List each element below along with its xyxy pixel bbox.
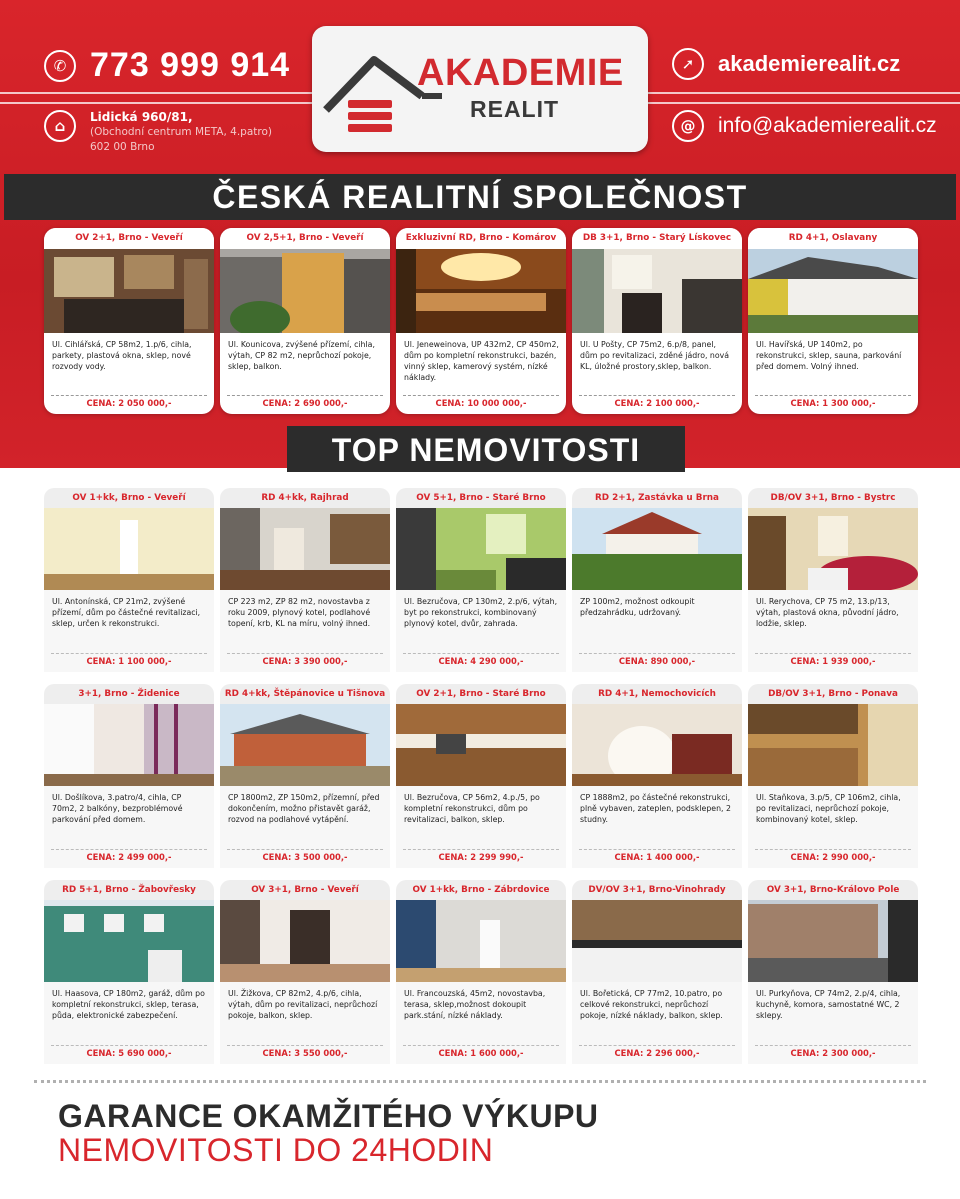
phone-icon: ✆: [44, 50, 76, 82]
property-price: CENA: 4 290 000,-: [403, 653, 559, 669]
property-photo: [572, 508, 742, 590]
property-description: CP 1800m2, ZP 150m2, přízemní, před dokončením, možno přistavět garáž, rozvod na podlahové vytápění.: [228, 793, 380, 824]
website-block[interactable]: [672, 48, 900, 80]
property-price: CENA: 3 390 000,-: [227, 653, 383, 669]
property-title: DB/OV 3+1, Brno - Ponava: [748, 684, 918, 704]
property-title: Exkluzivní RD, Brno - Komárov: [396, 228, 566, 249]
property-photo: [748, 704, 918, 786]
property-description: Ul. Rerychova, CP 75 m2, 13.p/13, výtah, plastová okna, původní jádro, lodžie, sklep.: [756, 597, 899, 628]
property-title: OV 2,5+1, Brno - Veveří: [220, 228, 390, 249]
property-description: Ul. Došlíkova, 3.patro/4, cihla, CP 70m2, 2 balkóny, bezproblémové parkování před domem.: [52, 793, 183, 824]
property-title: RD 4+1, Oslavany: [748, 228, 918, 249]
property-title: DB/OV 3+1, Brno - Bystrc: [748, 488, 918, 508]
address-building: (Obchodní centrum META, 4.patro): [90, 126, 272, 138]
property-description: CP 223 m2, ZP 82 m2, novostavba z roku 2009, plynový kotel, podlahové topení, krb, KL na míru, volný ihned.: [228, 597, 371, 628]
property-card[interactable]: [572, 880, 742, 1064]
property-title: RD 5+1, Brno - Žabovřesky: [44, 880, 214, 900]
property-description: Ul. Jeneweinova, UP 432m2, CP 450m2, dům po kompletní rekonstrukci, bazén, vinný sklep, kamerový systém, nízké náklady.: [404, 340, 559, 382]
property-photo: [44, 704, 214, 786]
property-photo: [396, 249, 566, 333]
property-card[interactable]: [44, 228, 214, 414]
property-photo: [220, 704, 390, 786]
property-card[interactable]: [572, 488, 742, 672]
property-title: RD 4+kk, Štěpánovice u Tišnova: [220, 684, 390, 704]
phone-block[interactable]: [44, 46, 290, 85]
property-price: CENA: 2 300 000,-: [755, 1045, 911, 1061]
property-card[interactable]: [220, 880, 390, 1064]
property-card[interactable]: [44, 880, 214, 1064]
cursor-icon: ➚: [672, 48, 704, 80]
property-title: OV 3+1, Brno-Královo Pole: [748, 880, 918, 900]
property-description: Ul. Kounicova, zvýšené přízemí, cihla, výtah, CP 82 m2, neprůchozí pokoje, sklep, balkon.: [228, 340, 375, 371]
property-photo: [396, 900, 566, 982]
property-photo: [748, 249, 918, 333]
property-card[interactable]: [748, 488, 918, 672]
property-card[interactable]: [572, 228, 742, 414]
property-photo: [44, 900, 214, 982]
property-description: Ul. Havířská, UP 140m2, po rekonstrukci, sklep, sauna, parkování před domem. Volný ihned.: [756, 340, 902, 371]
property-photo: [44, 249, 214, 333]
property-photo: [220, 508, 390, 590]
featured-row: [44, 228, 918, 414]
property-photo: [220, 900, 390, 982]
property-title: OV 1+kk, Brno - Veveří: [44, 488, 214, 508]
property-card[interactable]: [396, 488, 566, 672]
property-price: CENA: 2 499 000,-: [51, 849, 207, 865]
property-price: CENA: 1 100 000,-: [51, 653, 207, 669]
property-title: OV 1+kk, Brno - Zábrdovice: [396, 880, 566, 900]
property-photo: [396, 508, 566, 590]
property-card[interactable]: [220, 488, 390, 672]
logo-text-akademie: AKADEMIE: [417, 52, 624, 94]
website-link[interactable]: akademierealit.cz: [718, 51, 901, 76]
company-banner: ČESKÁ REALITNÍ SPOLEČNOST: [4, 174, 956, 220]
property-price: CENA: 2 990 000,-: [755, 849, 911, 865]
property-price: CENA: 1 300 000,-: [755, 395, 911, 411]
property-description: CP 1888m2, po částečné rekonstrukci, plně vybaven, zateplen, podsklepen, 2 studny.: [580, 793, 731, 824]
property-price: CENA: 5 690 000,-: [51, 1045, 207, 1061]
section-divider: [34, 1080, 926, 1083]
property-description: Ul. Purkyňova, CP 74m2, 2.p/4, cihla, kuchyně, komora, samostatné WC, 2 sklepy.: [756, 989, 901, 1020]
property-card[interactable]: [44, 488, 214, 672]
property-price: CENA: 2 299 990,-: [403, 849, 559, 865]
property-card[interactable]: [572, 684, 742, 868]
property-title: OV 5+1, Brno - Staré Brno: [396, 488, 566, 508]
property-description: Ul. U Pošty, CP 75m2, 6.p/8, panel, dům po revitalizaci, zděné jádro, nová KL, úložné prostory,sklep, balkon.: [580, 340, 730, 371]
property-price: CENA: 2 050 000,-: [51, 395, 207, 411]
property-row: [44, 488, 918, 672]
property-description: ZP 100m2, možnost odkoupit předzahrádku, udržovaný.: [580, 597, 695, 617]
property-price: CENA: 1 939 000,-: [755, 653, 911, 669]
property-title: RD 2+1, Zastávka u Brna: [572, 488, 742, 508]
property-price: CENA: 2 100 000,-: [579, 395, 735, 411]
property-description: Ul. Žižkova, CP 82m2, 4.p/6, cihla, výtah, dům po revitalizaci, neprůchozí pokoje, balkon, sklep.: [228, 989, 378, 1020]
property-title: RD 4+1, Nemochovicích: [572, 684, 742, 704]
property-description: Ul. Antonínská, CP 21m2, zvýšené přízemí, dům po částečné revitalizaci, sklep, určen k rekonstrukci.: [52, 597, 201, 628]
guarantee-heading: GARANCE OKAMŽITÉHO VÝKUPU: [58, 1098, 599, 1134]
property-photo: [220, 249, 390, 333]
property-description: Ul. Bezručova, CP 56m2, 4.p./5, po kompletní rekonstrukci, dům po revitalizaci, balkon, sklep.: [404, 793, 540, 824]
property-card[interactable]: [220, 228, 390, 414]
property-price: CENA: 890 000,-: [579, 653, 735, 669]
property-price: CENA: 1 400 000,-: [579, 849, 735, 865]
property-photo: [396, 704, 566, 786]
address-city: 602 00 Brno: [90, 141, 155, 153]
property-title: RD 4+kk, Rajhrad: [220, 488, 390, 508]
property-price: CENA: 1 600 000,-: [403, 1045, 559, 1061]
home-icon: ⌂: [44, 110, 76, 142]
property-description: Ul. Francouzská, 45m2, novostavba, terasa, sklep,možnost dokoupit park.stání, nízké náklady.: [404, 989, 546, 1020]
top-properties-heading: TOP NEMOVITOSTI: [287, 426, 685, 472]
logo-text-realit: REALIT: [470, 96, 560, 122]
guarantee-subheading: NEMOVITOSTI DO 24HODIN: [58, 1132, 494, 1168]
property-photo: [572, 704, 742, 786]
company-logo[interactable]: [312, 26, 648, 152]
property-card[interactable]: [396, 684, 566, 868]
property-card[interactable]: [396, 880, 566, 1064]
property-description: Ul. Bořetická, CP 77m2, 10.patro, po celkové rekonstrukci, neprůchozí pokoje, nízké náklady, balkon, sklep.: [580, 989, 723, 1020]
property-title: DV/OV 3+1, Brno-Vinohrady: [572, 880, 742, 900]
property-description: Ul. Haasova, CP 180m2, garáž, dům po kompletní rekonstrukci, sklep, terasa, půda, elektronické zabezpečení.: [52, 989, 205, 1020]
property-price: CENA: 3 550 000,-: [227, 1045, 383, 1061]
property-card[interactable]: [396, 228, 566, 414]
property-photo: [748, 900, 918, 982]
property-description: Ul. Staňkova, 3.p/5, CP 106m2, cihla, po revitalizaci, neprůchozí pokoje, kombinovaný kotel, sklep.: [756, 793, 901, 824]
property-card[interactable]: [748, 228, 918, 414]
property-price: CENA: 2 690 000,-: [227, 395, 383, 411]
address-block: [44, 110, 272, 155]
property-photo: [748, 508, 918, 590]
property-price: CENA: 10 000 000,-: [403, 395, 559, 411]
property-price: CENA: 3 500 000,-: [227, 849, 383, 865]
property-row: [44, 880, 918, 1064]
email-link[interactable]: info@akademierealit.cz: [718, 114, 937, 137]
property-description: Ul. Cihlářská, CP 58m2, 1.p/6, cihla, parkety, plastová okna, sklep, nové rozvody vody.: [52, 340, 192, 371]
property-card[interactable]: [748, 880, 918, 1064]
property-price: CENA: 2 296 000,-: [579, 1045, 735, 1061]
property-card[interactable]: [220, 684, 390, 868]
property-photo: [572, 900, 742, 982]
property-photo: [572, 249, 742, 333]
property-card[interactable]: [748, 684, 918, 868]
phone-number[interactable]: 773 999 914: [90, 46, 291, 84]
email-icon: @: [672, 110, 704, 142]
property-photo: [44, 508, 214, 590]
property-title: OV 2+1, Brno - Veveří: [44, 228, 214, 249]
email-block[interactable]: [672, 110, 937, 142]
property-card[interactable]: [44, 684, 214, 868]
property-title: DB 3+1, Brno - Starý Lískovec: [572, 228, 742, 249]
property-title: OV 2+1, Brno - Staré Brno: [396, 684, 566, 704]
address-street: Lidická 960/81,: [90, 110, 193, 124]
property-title: OV 3+1, Brno - Veveří: [220, 880, 390, 900]
property-description: Ul. Bezručova, CP 130m2, 2.p/6, výtah, byt po rekonstrukci, kombinovaný plynový kotel, dvůr, zahrada.: [404, 597, 558, 628]
property-title: 3+1, Brno - Židenice: [44, 684, 214, 704]
property-row: [44, 684, 918, 868]
